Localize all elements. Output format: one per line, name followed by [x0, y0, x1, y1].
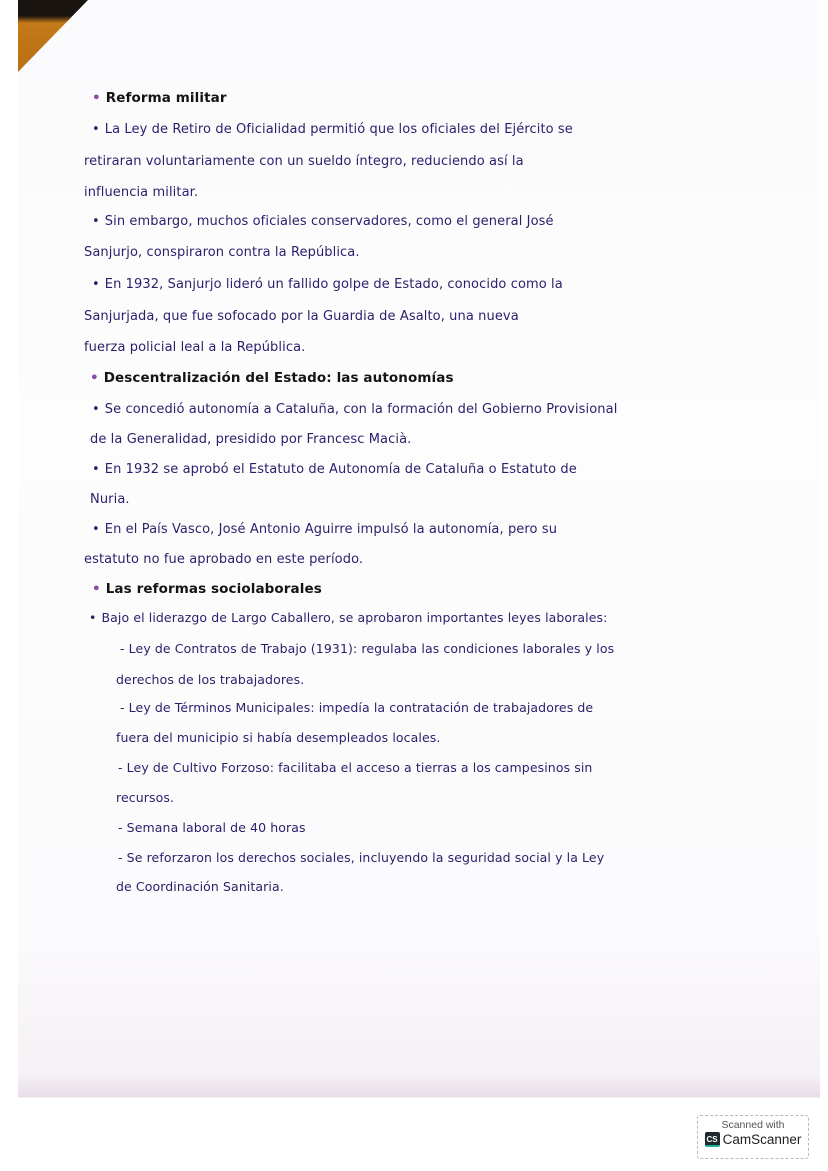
list-item-continuation: Sanjurjo, conspiraron contra la República. [84, 245, 360, 260]
list-item: • En 1932, Sanjurjo lideró un fallido golpe de Estado, conocido como la [92, 277, 563, 292]
bullet-icon: • [92, 214, 100, 229]
list-item: • En el País Vasco, José Antonio Aguirre impulsó la autonomía, pero su [92, 522, 558, 537]
bullet-icon: • [92, 90, 101, 106]
list-item-continuation: Nuria. [90, 492, 130, 507]
list-item-continuation: de la Generalidad, presidido por Francesc Macià. [90, 432, 412, 447]
list-item: • Se concedió autonomía a Cataluña, con la formación del Gobierno Provisional [92, 402, 618, 417]
sub-list-item-continuation: derechos de los trabajadores. [116, 672, 305, 687]
sub-list-item: - Se reforzaron los derechos sociales, incluyendo la seguridad social y la Ley [118, 850, 605, 865]
list-item: • Sin embargo, muchos oficiales conservadores, como el general José [92, 214, 554, 229]
watermark-caption: Scanned with [721, 1119, 785, 1131]
sub-list-item: - Ley de Cultivo Forzoso: facilitaba el acceso a tierras a los campesinos sin [118, 760, 593, 775]
bullet-icon: • [89, 610, 97, 625]
camscanner-logo-icon: CS [705, 1132, 720, 1147]
bullet-icon: • [92, 402, 100, 417]
watermark-brand-row [698, 1132, 808, 1147]
sub-list-item-continuation: recursos. [116, 790, 175, 805]
section-heading-descentralizacion: • Descentralización del Estado: las autonomías [90, 370, 454, 386]
section-heading-reforma-militar: • Reforma militar [92, 90, 227, 106]
bullet-icon: • [92, 277, 100, 292]
camscanner-watermark [697, 1115, 809, 1159]
list-item-continuation: estatuto no fue aprobado en este período. [84, 552, 364, 567]
bullet-icon: • [92, 522, 100, 537]
bullet-icon: • [92, 122, 100, 137]
paper-bottom-shadow [18, 1075, 820, 1097]
bullet-icon: • [90, 370, 99, 386]
sub-list-item: - Ley de Términos Municipales: impedía la contratación de trabajadores de [120, 700, 594, 715]
list-item: • Bajo el liderazgo de Largo Caballero, se aprobaron importantes leyes laborales: [89, 610, 608, 625]
bullet-icon: • [92, 581, 101, 597]
sub-list-item-continuation: de Coordinación Sanitaria. [116, 879, 284, 894]
sub-list-item: - Semana laboral de 40 horas [118, 820, 306, 835]
list-item-continuation: fuerza policial leal a la República. [84, 340, 306, 355]
list-item: • La Ley de Retiro de Oficialidad permitió que los oficiales del Ejército se [92, 122, 573, 137]
sub-list-item: - Ley de Contratos de Trabajo (1931): regulaba las condiciones laborales y los [120, 641, 615, 656]
list-item: • En 1932 se aprobó el Estatuto de Autonomía de Cataluña o Estatuto de [92, 462, 577, 477]
watermark-brand: CamScanner [722, 1132, 802, 1147]
list-item-continuation: Sanjurjada, que fue sofocado por la Guardia de Asalto, una nueva [84, 309, 519, 324]
section-heading-reformas-sociolaborales: • Las reformas sociolaborales [92, 581, 322, 597]
list-item-continuation: influencia militar. [84, 185, 199, 200]
list-item-continuation: retiraran voluntariamente con un sueldo íntegro, reduciendo así la [84, 154, 524, 169]
bullet-icon: • [92, 462, 100, 477]
sub-list-item-continuation: fuera del municipio si había desempleados locales. [116, 730, 441, 745]
